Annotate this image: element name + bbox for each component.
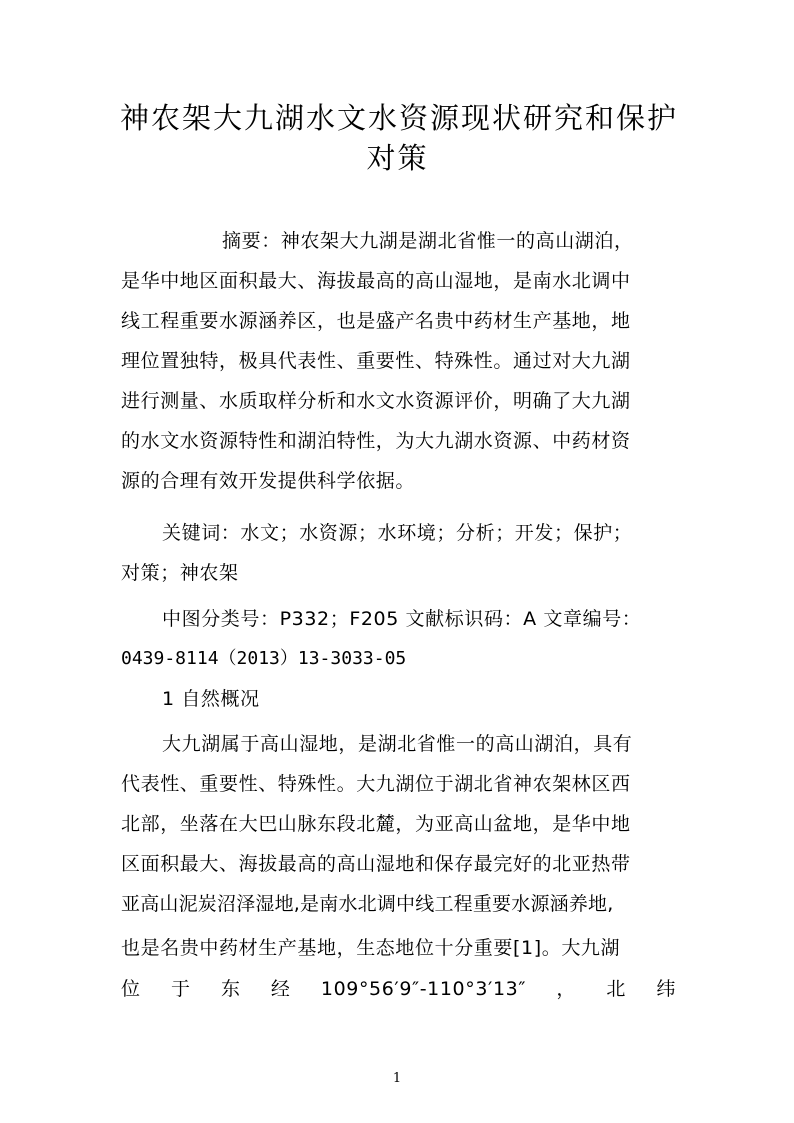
text-token: 位 (121, 978, 141, 1000)
body-line: 代表性、重要性、特殊性。大九湖位于湖北省神农架林区西 (121, 773, 631, 795)
body-line: 北部，坐落在大巴山脉东段北麓，为亚高山盆地，是华中地 (121, 813, 631, 835)
text-token: ， (556, 978, 576, 1000)
text-token: 经 (270, 978, 291, 1000)
abstract-line: 线工程重要水源涵养区，也是盛产名贵中药材生产基地，地 (121, 310, 631, 332)
body-line: 也是名贵中药材生产基地，生态地位十分重要[1]。大九湖 (121, 937, 621, 959)
abstract-line: 是华中地区面积最大、海拔最高的高山湿地，是南水北调中 (121, 270, 631, 292)
body-line: 大九湖属于高山湿地，是湖北省惟一的高山湖泊，具有 (162, 733, 633, 755)
classification-line: 0439-8114（2013）13-3033-05 (121, 648, 407, 669)
page-number: 1 (392, 1071, 402, 1086)
abstract-line: 源的合理有效开发提供科学依据。 (121, 470, 416, 492)
abstract-line: 理位置独特，极具代表性、重要性、特殊性。通过对大九湖 (121, 350, 631, 372)
text-token: 北 (606, 978, 626, 1000)
body-line: 亚高山泥炭沼泽湿地,是南水北调中线工程重要水源涵养地, (121, 893, 614, 915)
abstract-line: 摘要：神农架大九湖是湖北省惟一的高山湖泊， (222, 230, 634, 252)
body-line: 区面积最大、海拔最高的高山湿地和保存最完好的北亚热带 (121, 853, 631, 875)
text-token: 纬 (656, 978, 676, 1000)
keywords-line: 关键词：水文；水资源；水环境；分析；开发；保护； (162, 522, 633, 544)
body-line-justified (121, 980, 676, 999)
text-token: 东 (220, 978, 241, 1000)
classification-line: 中图分类号：P332；F205 文献标识码：A 文章编号： (162, 608, 642, 630)
text-token: 于 (170, 978, 191, 1000)
keywords-line: 对策；神农架 (121, 562, 239, 584)
text-token: 109°56′9″-110°3′13″ (320, 978, 527, 1000)
abstract-line: 的水文水资源特性和湖泊特性，为大九湖水资源、中药材资 (121, 430, 631, 452)
document-title-line-2: 对策 (366, 141, 429, 175)
abstract-line: 进行测量、水质取样分析和水文水资源评价，明确了大九湖 (121, 390, 631, 412)
section-heading: 1 自然概况 (162, 688, 260, 710)
document-title-line-1: 神农架大九湖水文水资源现状研究和保护 (120, 101, 679, 135)
